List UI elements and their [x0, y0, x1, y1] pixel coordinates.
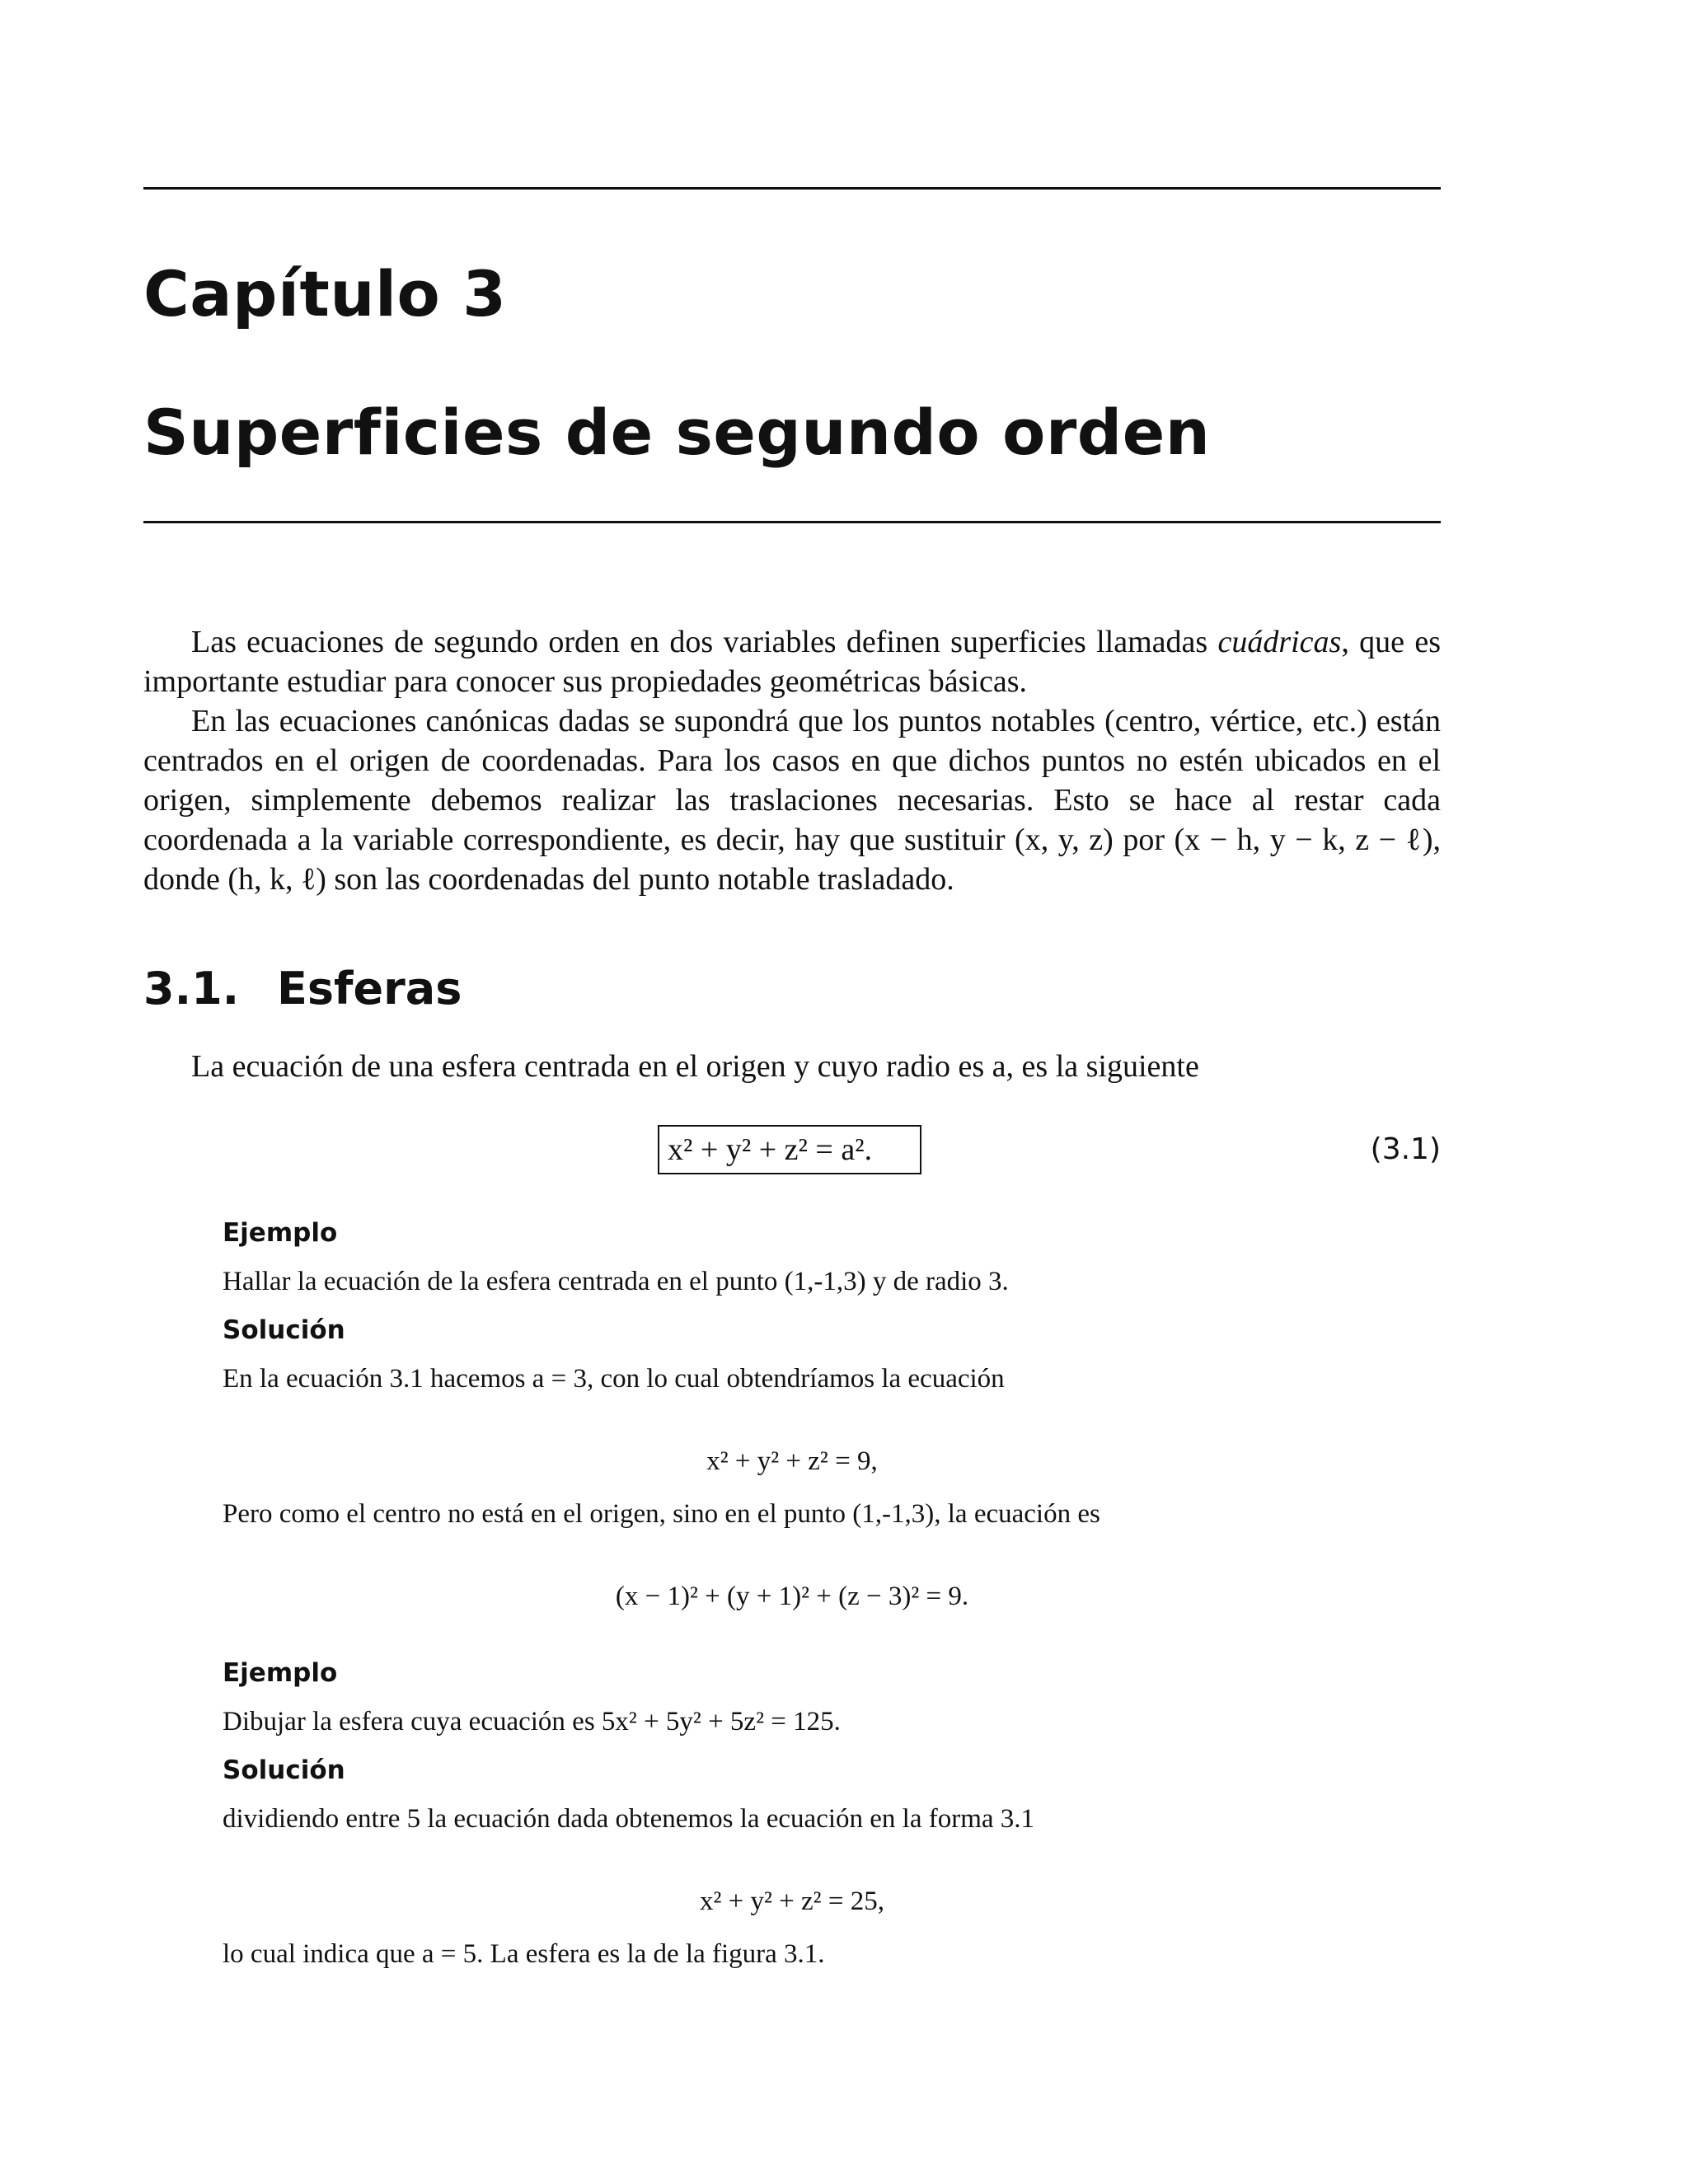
solution-text-1a: En la ecuación 3.1 hacemos a = 3, con lo cual obtendríamos la ecuación	[223, 1364, 1005, 1394]
solution-text-2a: dividiendo entre 5 la ecuación dada obtenemos la ecuación en la forma 3.1	[223, 1804, 1035, 1834]
intro-paragraph-2: En las ecuaciones canónicas dadas se supondrá que los puntos notables (centro, vértice, etc.) están centrados en el origen de coordenadas. Para los casos en que dichos puntos no estén ubicados en el origen, simplemente debemos realizar las traslaciones necesarias. Esto se hace al restar cada coordenada a la variable correspondiente, es decir, hay que sustituir (x, y, z) por (x − h, y − k, z − ℓ), donde (h, k, ℓ) son las coordenadas del punto notable trasladado.	[143, 704, 1441, 897]
section-title: Esferas	[277, 963, 462, 1015]
example-statement-2: Dibujar la esfera cuya ecuación es 5x² + 5y² + 5z² = 125.	[223, 1707, 841, 1736]
solution-text-2b: lo cual indica que a = 5. La esfera es la de la figura 3.1.	[223, 1939, 825, 1969]
example-heading-1: Ejemplo	[223, 1218, 338, 1248]
equation-number: (3.1)	[1370, 1132, 1441, 1166]
example-heading-2: Ejemplo	[223, 1658, 338, 1688]
solution-equation-1a: x² + y² + z² = 9,	[706, 1446, 878, 1476]
intro-p1-text: Las ecuaciones de segundo orden en dos variables definen superficies llamadas	[191, 625, 1218, 659]
intro-text	[143, 622, 1441, 899]
section-heading	[143, 963, 462, 1015]
chapter-title: Superficies de segundo orden	[143, 396, 1211, 469]
solution-equation-2a: x² + y² + z² = 25,	[700, 1886, 884, 1916]
boxed-equation: x² + y² + z² = a².	[658, 1125, 921, 1174]
chapter-label: Capítulo 3	[143, 257, 507, 330]
intro-p1-tail: , que es importante estudiar para conocer sus propiedades geométricas básicas.	[143, 625, 1441, 699]
intro-p1-emphasis: cuádricas	[1217, 625, 1342, 659]
solution-heading-2: Solución	[223, 1755, 345, 1785]
solution-text-1b: Pero como el centro no está en el origen, sino en el punto (1,-1,3), la ecuación es	[223, 1499, 1100, 1529]
bottom-rule	[143, 521, 1441, 523]
solution-equation-1b: (x − 1)² + (y + 1)² + (z − 3)² = 9.	[615, 1582, 969, 1611]
example-statement-1: Hallar la ecuación de la esfera centrada en el punto (1,-1,3) y de radio 3.	[223, 1267, 1009, 1296]
intro-paragraph-1	[143, 622, 1441, 701]
top-rule	[143, 187, 1441, 190]
section-number: 3.1.	[143, 963, 240, 1015]
section-intro-text: La ecuación de una esfera centrada en el origen y cuyo radio es a, es la siguiente	[191, 1049, 1199, 1084]
solution-heading-1: Solución	[223, 1315, 345, 1345]
